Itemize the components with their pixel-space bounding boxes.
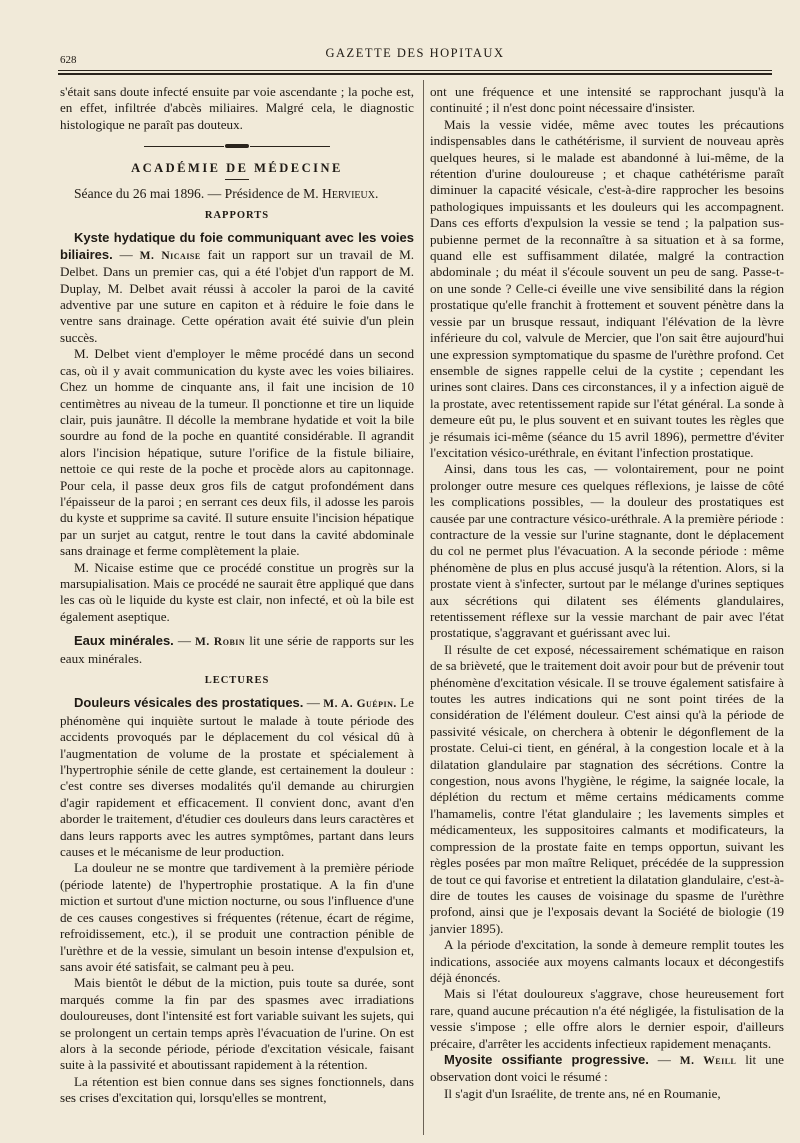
- separator-ornament: [225, 144, 249, 148]
- journal-title: GAZETTE DES HOPITAUX: [325, 46, 505, 60]
- paragraph: La douleur ne se montre que tardivement à la première période (période latente) de l'hypertrophie prostatique. A la fin d'une miction et surtout d'une miction nocturne, ou sous l'influence d'une de ces causes congestives si fréquentes (rétenue, écart de régime, refroidissement, etc.), il se produit une contraction pénible de l'urèthre et de la vessie, simulant un besoin intense d'expulsion et, sans avoir été satisfait, se calmant peu à peu.: [60, 860, 414, 974]
- article-eaux: [60, 633, 414, 667]
- paragraph: ont une fréquence et une intensité se rapprochant jusqu'à la continuité ; il n'est donc point nécessaire d'insister.: [430, 84, 784, 116]
- ornamental-separator: [60, 142, 414, 150]
- dash: —: [648, 1051, 680, 1067]
- article-text: fait un rapport sur un travail de M. Delbet. Dans un premier cas, qui a été l'objet d'un rapport de M. Duplay, M. Delbet avait réussi à accoler la paroi de la cavité adventive par une suture en capiton et à réduire le foie dans le ventre sans drainage. Cette opération avait été suivie d'un plein succès.: [60, 246, 414, 345]
- article-title: Douleurs vésicales des prostatiques.: [74, 695, 304, 711]
- column-divider: [423, 80, 424, 1135]
- page-header: [58, 44, 772, 66]
- subhead-lectures: LECTURES: [204, 675, 270, 686]
- author-name: M. A. Guépin.: [323, 698, 397, 711]
- paragraph: Il résulte de cet exposé, nécessairement schématique en raison de sa brièveté, que le traitement doit avoir pour but de prévenir tout phénomène d'excitation vésicale. Il se trouve également satisfaire à toutes les autres indications qui ne sont point tirées de la considération de l'élément douleur. C'est ainsi qu'à la période de passivité vésicale, on cherchera à obtenir le dégonflement de la prostate. Celui-ci tient, en général, à la congestion locale et à la dilatation glandulaire par stagnation des sécrétions. Contre la congestion, nous avons l'hygiène, le régime, la saignée locale, la déplétion du rectum et même certains médicaments comme l'hamamelis, contre l'état glandulaire ; les lavements simples et médicamenteux, les suppositoires calmants et modificateurs, la compression de la prostate faite en temps opportun, suivant les règles posées par mon maître Reliquet, précédée de la suppression de tout ce qui favorise et entretient la dilatation glandulaire, c'est-à-dire de toutes les causes de voisinage du spasme de l'urèthre profond, ainsi que je l'exposais devant la Société de biologie (19 janvier 1895).: [430, 641, 784, 936]
- paragraph: M. Nicaise estime que ce procédé constitue un progrès sur la marsupialisation. Mais ce procédé ne saurait être appliqué que dans les cas où le liquide du kyste est clair, non infecté, et où la bile est également aseptique.: [60, 559, 414, 624]
- paragraph: M. Delbet vient d'employer le même procédé dans un second cas, où il y avait communication du kyste avec les voies biliaires. Chez un homme de cinquante ans, il fait une incision de 10 centimètres au niveau de la tumeur. Il ponctionne et tire un liquide clair, puis jaunâtre. Il décolle la membrane hydatide et voit la bile sourdre au fond de la poche en quantité considérable. Il agrandit alors l'incision hépatique, suture l'orifice de la fistule biliaire, nettoie ce qui reste de la poche et procède alors au capitonnage. Pour cela, il passe deux gros fils de catgut profondément dans l'épaisseur de la paroi ; en serrant ces deux fils, il adosse les parois du kyste et supprime sa cavité. Il suture ensuite l'incision hépatique par un surjet au catgut, rentre le tout dans la cavité abdominale sans drainage et ferme complètement la plaie.: [60, 346, 414, 559]
- article-title: Kyste hydatique du foie communiquant avec les voies biliaires.: [60, 230, 414, 262]
- article-title: Eaux minérales.: [74, 633, 174, 649]
- paragraph: Il s'agit d'un Israélite, de trente ans, né en Roumanie,: [444, 1085, 721, 1101]
- separator-line: [250, 146, 330, 147]
- subhead-rapports: RAPPORTS: [204, 210, 270, 222]
- author-name: M. Nicaise: [139, 249, 201, 262]
- paragraph: La rétention est bien connue dans ses signes fonctionnels, dans ses crises d'excitation qui, lorsqu'elles se montrent,: [60, 1073, 414, 1106]
- article-kyste: [60, 230, 414, 346]
- author-name: M. Weill: [679, 1054, 737, 1067]
- separator-line: [144, 146, 224, 147]
- article-douleurs: [60, 695, 414, 860]
- article-text: lit une observation dont voici le résumé :: [430, 1051, 784, 1085]
- section-title: ACADÉMIE DE MÉDECINE: [131, 161, 343, 176]
- session-date: Séance du 26 mai 1896. — Présidence de M.: [74, 185, 319, 201]
- short-rule: [225, 179, 249, 180]
- right-column: [430, 84, 784, 1102]
- article-title: Myosite ossifiante progressive.: [444, 1051, 649, 1067]
- session-line: [60, 186, 414, 202]
- paragraph: Ainsi, dans tous les cas, — volontairement, pour ne point prolonger outre mesure ces quelques réflexions, je laisse de côté les complications possibles, — la douleur des prostatiques est causée par une contracture vésico-uréthrale. A la première période : contracture de la vessie sur l'urine stagnante, dont le déplacement du col ne permet plus l'évacuation. A la seconde période : même phénomène de plus en plus accusé jusqu'à la rétention. Alors, si la prostate vient à s'infecter, surtout par le mélange d'urines septiques aux sécrétions qui dilatent ses éléments glandulaires, retentissement réflexe sur la vessie marchant de pair avec l'état prostatique, s'aggravant et guérissant avec lui.: [430, 461, 784, 641]
- paragraph: Mais la vessie vidée, même avec toutes les précautions indispensables dans le cathétérisme, il survient de nouveau après quelques heures, si le malade est abandonné à lui-même, de la rétention d'urine douloureuse ; et chaque cathétérisme paraît diminuer la capacité vésicale, c'est-à-dire rapprocher les besoins pathologiques impuissants et les douleurs qui les accompagnent. Dans ces efforts d'expulsion la vessie se tend ; la palpation sus-pubienne permet de la reconnaître à sa situation et à sa forme, quand elle est suffisamment dilatée, malgré la contraction abdominale ; du méat il s'écoule souvent un peu de sang. Passe-t-on une sonde ? Celle-ci éveille une vive sensibilité dans la région prostatique qu'elle franchit à frottement et souvent pénètre dans la vessie par un brusque ressaut, indiquant l'élévation de la lèvre inférieure du col, valvule de Mercier, que l'on sait être aujourd'hui une expression symptomatique du spasme de l'urèthre profond. Cet ensemble de signes rappelle celui de la cystite ; cependant les urines sont claires. Dans ces circonstances, il y a infection aiguë de la prostate, avec retentissement rapide sur l'état général. La sonde à demeure eût pu, le plus souvent et en suivant toutes les règles que je résumais ici-même (séance du 15 avril 1896), permettre d'éviter l'excitation vésico-uréthrale, en évitant l'infection prostatique.: [430, 116, 784, 460]
- dash: —: [173, 633, 196, 649]
- author-name: M. Robin: [195, 636, 246, 649]
- dash: —: [303, 695, 324, 711]
- article-myosite: [430, 1052, 784, 1086]
- paragraph: Mais si l'état douloureux s'aggrave, chose heureusement fort rare, quand aucune précaution n'a été négligée, la fistulisation de la vessie s'impose ; elle offre alors le dernier espoir, d'ailleurs précaire, d'arrêter les accidents infectieux rapidement menaçants.: [430, 986, 784, 1051]
- article-text: lit une série de rapports sur les eaux minérales.: [60, 633, 415, 666]
- header-rule-thick: [58, 73, 772, 75]
- left-column: [60, 84, 414, 1107]
- paragraph: A la période d'excitation, la sonde à demeure remplit toutes les indications, associée aux moyens calmants locaux et décongestifs déjà énoncés.: [430, 937, 784, 985]
- dash: —: [112, 246, 140, 262]
- page-number: 628: [60, 54, 77, 66]
- header-rule: [58, 70, 772, 71]
- article-text: Le phénomène qui inquiète surtout le malade à toute période des accidents provoqués par le déplacement du col vésical dû à l'augmentation de volume de la prostate et spécialement à l'hypertrophie sénile de cette glande, est certainement la douleur : c'est contre ses diverses modalités qu'il demande au chirurgien d'agir rapidement et efficacement. Il convient donc, avant d'en aborder le traitement, d'étudier ces douleurs dans leurs caractères et dans leurs rapports avec les autres symptômes, partant dans leurs causes et le mécanisme de leur production.: [60, 695, 414, 860]
- paragraph: s'était sans doute infecté ensuite par voie ascendante ; la poche est, en effet, infiltrée d'abcès miliaires. Malgré cela, le diagnostic histologique ne paraît pas douteux.: [60, 84, 414, 132]
- paragraph: Mais bientôt le début de la miction, puis toute sa durée, sont marqués comme la fin par des spasmes avec irradiations douloureuses, dont l'intensité est fort variable suivant les sujets, qui se prolongent un certain temps après l'évacuation de l'urine. On est alors à la seconde période, période d'excitation vésicale, faisant suite à la passivité et aboutissant rapidement à la rétention.: [60, 975, 414, 1073]
- president-name: Hervieux.: [322, 185, 379, 201]
